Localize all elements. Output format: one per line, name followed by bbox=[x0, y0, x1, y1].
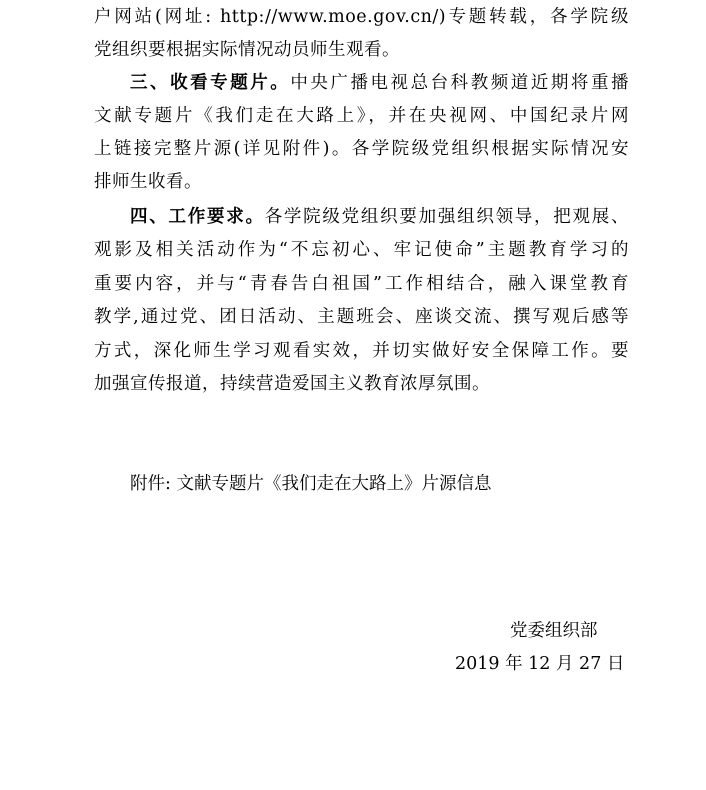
section4-heading: 四、工作要求。 bbox=[130, 207, 265, 227]
section4-line-1 bbox=[130, 205, 629, 229]
section3-line-3: 上链接完整片源(详见附件)。各学院级党组织根据实际情况安 bbox=[94, 139, 629, 159]
section3-line-2: 文献专题片《我们走在大路上》，并在央视网、中国纪录片网 bbox=[94, 106, 629, 126]
signature-date: 2019 年 12 月 27 日 bbox=[455, 654, 625, 674]
intro-line-1: 户网站(网址: http://www.moe.gov.cn/)专题转载，各学院级 bbox=[94, 7, 629, 27]
section3-line1-text: 中央广播电视总台科教频道近期将重播 bbox=[290, 73, 630, 93]
section4-line-6: 加强宣传报道，持续营造爱国主义教育浓厚氛围。 bbox=[94, 374, 490, 394]
attachment-note: 附件: 文献专题片《我们走在大路上》片源信息 bbox=[130, 474, 492, 494]
signature-department: 党委组织部 bbox=[510, 621, 598, 641]
section4-line-5: 方式，深化师生学习观看实效，并切实做好安全保障工作。要 bbox=[94, 341, 629, 361]
section3-heading: 三、收看专题片。 bbox=[130, 73, 291, 93]
section4-line-3: 重要内容，并与“青春告白祖国”工作相结合，融入课堂教育 bbox=[94, 274, 629, 294]
section3-line-1 bbox=[130, 71, 629, 95]
section4-line-4: 教学,通过党、团日活动、主题班会、座谈交流、撰写观后感等 bbox=[94, 307, 629, 327]
section4-line-2: 观影及相关活动作为“不忘初心、牢记使命”主题教育学习的 bbox=[94, 240, 629, 260]
intro-line-2: 党组织要根据实际情况动员师生观看。 bbox=[94, 40, 400, 60]
section3-line-4: 排师生收看。 bbox=[94, 172, 202, 192]
section4-line1-text: 各学院级党组织要加强组织领导，把观展、 bbox=[264, 207, 630, 227]
